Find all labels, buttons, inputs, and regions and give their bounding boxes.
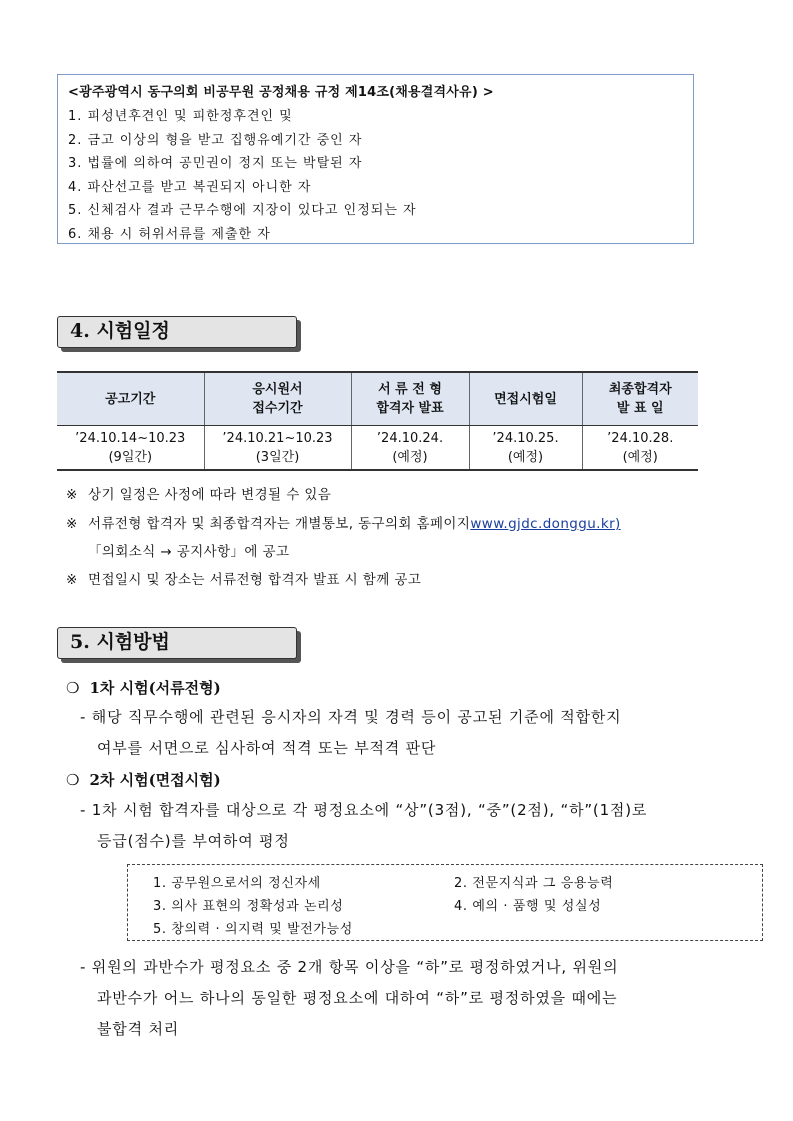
heading-text: 2차 시험(면접시험) — [89, 771, 221, 789]
second-exam-desc — [80, 799, 647, 820]
first-exam-desc — [80, 706, 621, 727]
regulation-item: 5. 신체검사 결과 근무수행에 지장이 있다고 인정되는 자 — [68, 203, 417, 218]
criterion-item: 1. 공무원으로서의 정신자세 — [153, 876, 321, 891]
table-cell — [469, 426, 582, 471]
section-4-heading: 4. 시험일정 — [57, 316, 297, 348]
table-cell — [582, 426, 698, 471]
reference-mark: ※ — [66, 572, 78, 588]
schedule-note — [66, 512, 621, 532]
circle-bullet-icon: ❍ — [66, 771, 80, 789]
schedule-note — [66, 568, 421, 588]
header-text: 공고기간 — [105, 391, 156, 407]
note-text: 서류전형 합격자 및 최종합격자는 개별통보, 동구의회 홈페이지 — [88, 516, 471, 532]
cell-date: ’24.10.25. — [492, 430, 559, 446]
cell-date: ’24.10.21~10.23 — [222, 430, 333, 446]
note-text: 면접일시 및 장소는 서류전형 합격자 발표 시 함께 공고 — [88, 572, 422, 588]
cell-date: ’24.10.28. — [607, 430, 674, 446]
reference-mark: ※ — [66, 516, 78, 532]
cell-note: (9일간) — [108, 449, 153, 465]
cell-note: (3일간) — [255, 449, 300, 465]
header-text: 서 류 전 형 — [378, 382, 442, 397]
homepage-link[interactable]: www.gjdc.donggu.kr) — [470, 516, 621, 532]
second-exam-heading — [66, 769, 221, 790]
cell-date: ’24.10.14~10.23 — [75, 430, 186, 446]
header-text: 면접시험일 — [494, 391, 557, 407]
reference-mark: ※ — [66, 487, 78, 503]
cell-date: ’24.10.24. — [376, 430, 444, 446]
regulation-item: 3. 법률에 의하여 공민권이 정지 또는 박탈된 자 — [68, 156, 363, 171]
dash-mark: - — [80, 958, 87, 976]
cell-note: (예정) — [622, 449, 658, 465]
evaluation-criteria-box — [127, 864, 763, 941]
first-exam-desc-continued: 여부를 서면으로 심사하여 적격 또는 부적격 판단 — [97, 739, 437, 757]
heading-text: 1차 시험(서류전형) — [89, 679, 221, 697]
note-text: 상기 일정은 사정에 따라 변경될 수 있음 — [88, 487, 332, 503]
schedule-note — [66, 483, 331, 503]
header-text: 합격자 발표 — [376, 401, 444, 416]
header-text: 접수기간 — [252, 401, 303, 416]
regulation-item: 1. 피성년후견인 및 피한정후견인 및 — [68, 109, 293, 124]
dash-mark: - — [80, 801, 87, 819]
circle-bullet-icon: ❍ — [66, 679, 80, 697]
table-header-row — [57, 372, 698, 426]
regulation-item: 6. 채용 시 허위서류를 제출한 자 — [68, 226, 271, 242]
header-cell — [204, 372, 351, 426]
disqualification-box — [57, 74, 694, 244]
fail-condition — [80, 956, 618, 977]
second-exam-desc-continued: 등급(점수)를 부여하여 평정 — [97, 832, 290, 850]
regulation-item: 4. 파산선고를 받고 복권되지 아니한 자 — [68, 179, 312, 195]
exam-schedule-table — [57, 371, 698, 471]
fail-condition-continued: 불합격 처리 — [97, 1020, 180, 1038]
header-cell — [582, 372, 698, 426]
table-cell — [204, 426, 351, 471]
desc-text: 1차 시험 합격자를 대상으로 각 평정요소에 “상”(3점), “중”(2점), “하”(1점)로 — [91, 801, 648, 819]
table-cell — [351, 426, 469, 471]
cell-note: (예정) — [392, 449, 428, 465]
header-cell — [469, 372, 582, 426]
criterion-item: 4. 예의 · 품행 및 성실성 — [454, 899, 602, 914]
section-5-heading: 5. 시험방법 — [57, 627, 297, 659]
header-text: 응시원서 — [252, 382, 303, 397]
table-row — [57, 426, 698, 471]
header-text: 발 표 일 — [616, 401, 664, 416]
regulation-header: <광주광역시 동구의회 비공무원 공정채용 규정 제14조(채용결격사유) > — [68, 85, 494, 100]
dash-mark: - — [80, 708, 87, 726]
regulation-item: 2. 금고 이상의 형을 받고 집행유예기간 중인 자 — [68, 132, 363, 148]
criterion-item: 3. 의사 표현의 정확성과 논리성 — [153, 899, 344, 914]
header-cell — [351, 372, 469, 426]
first-exam-heading — [66, 677, 221, 698]
header-text: 최종합격자 — [608, 382, 672, 397]
criterion-item: 2. 전문지식과 그 응용능력 — [454, 876, 614, 891]
fail-condition-continued: 과반수가 어느 하나의 동일한 평정요소에 대하여 “하”로 평정하였을 때에는 — [97, 989, 618, 1007]
criterion-item: 5. 창의력 · 의지력 및 발전가능성 — [153, 922, 353, 937]
header-cell — [57, 372, 204, 426]
desc-text: 해당 직무수행에 관련된 응시자의 자격 및 경력 등이 공고된 기준에 적합한지 — [91, 708, 622, 726]
cell-note: (예정) — [507, 449, 544, 465]
fail-text: 위원의 과반수가 평정요소 중 2개 항목 이상을 “하”로 평정하였거나, 위원의 — [91, 958, 619, 976]
table-cell — [57, 426, 204, 471]
schedule-note-continued: 「의회소식 → 공지사항」에 공고 — [88, 544, 290, 560]
